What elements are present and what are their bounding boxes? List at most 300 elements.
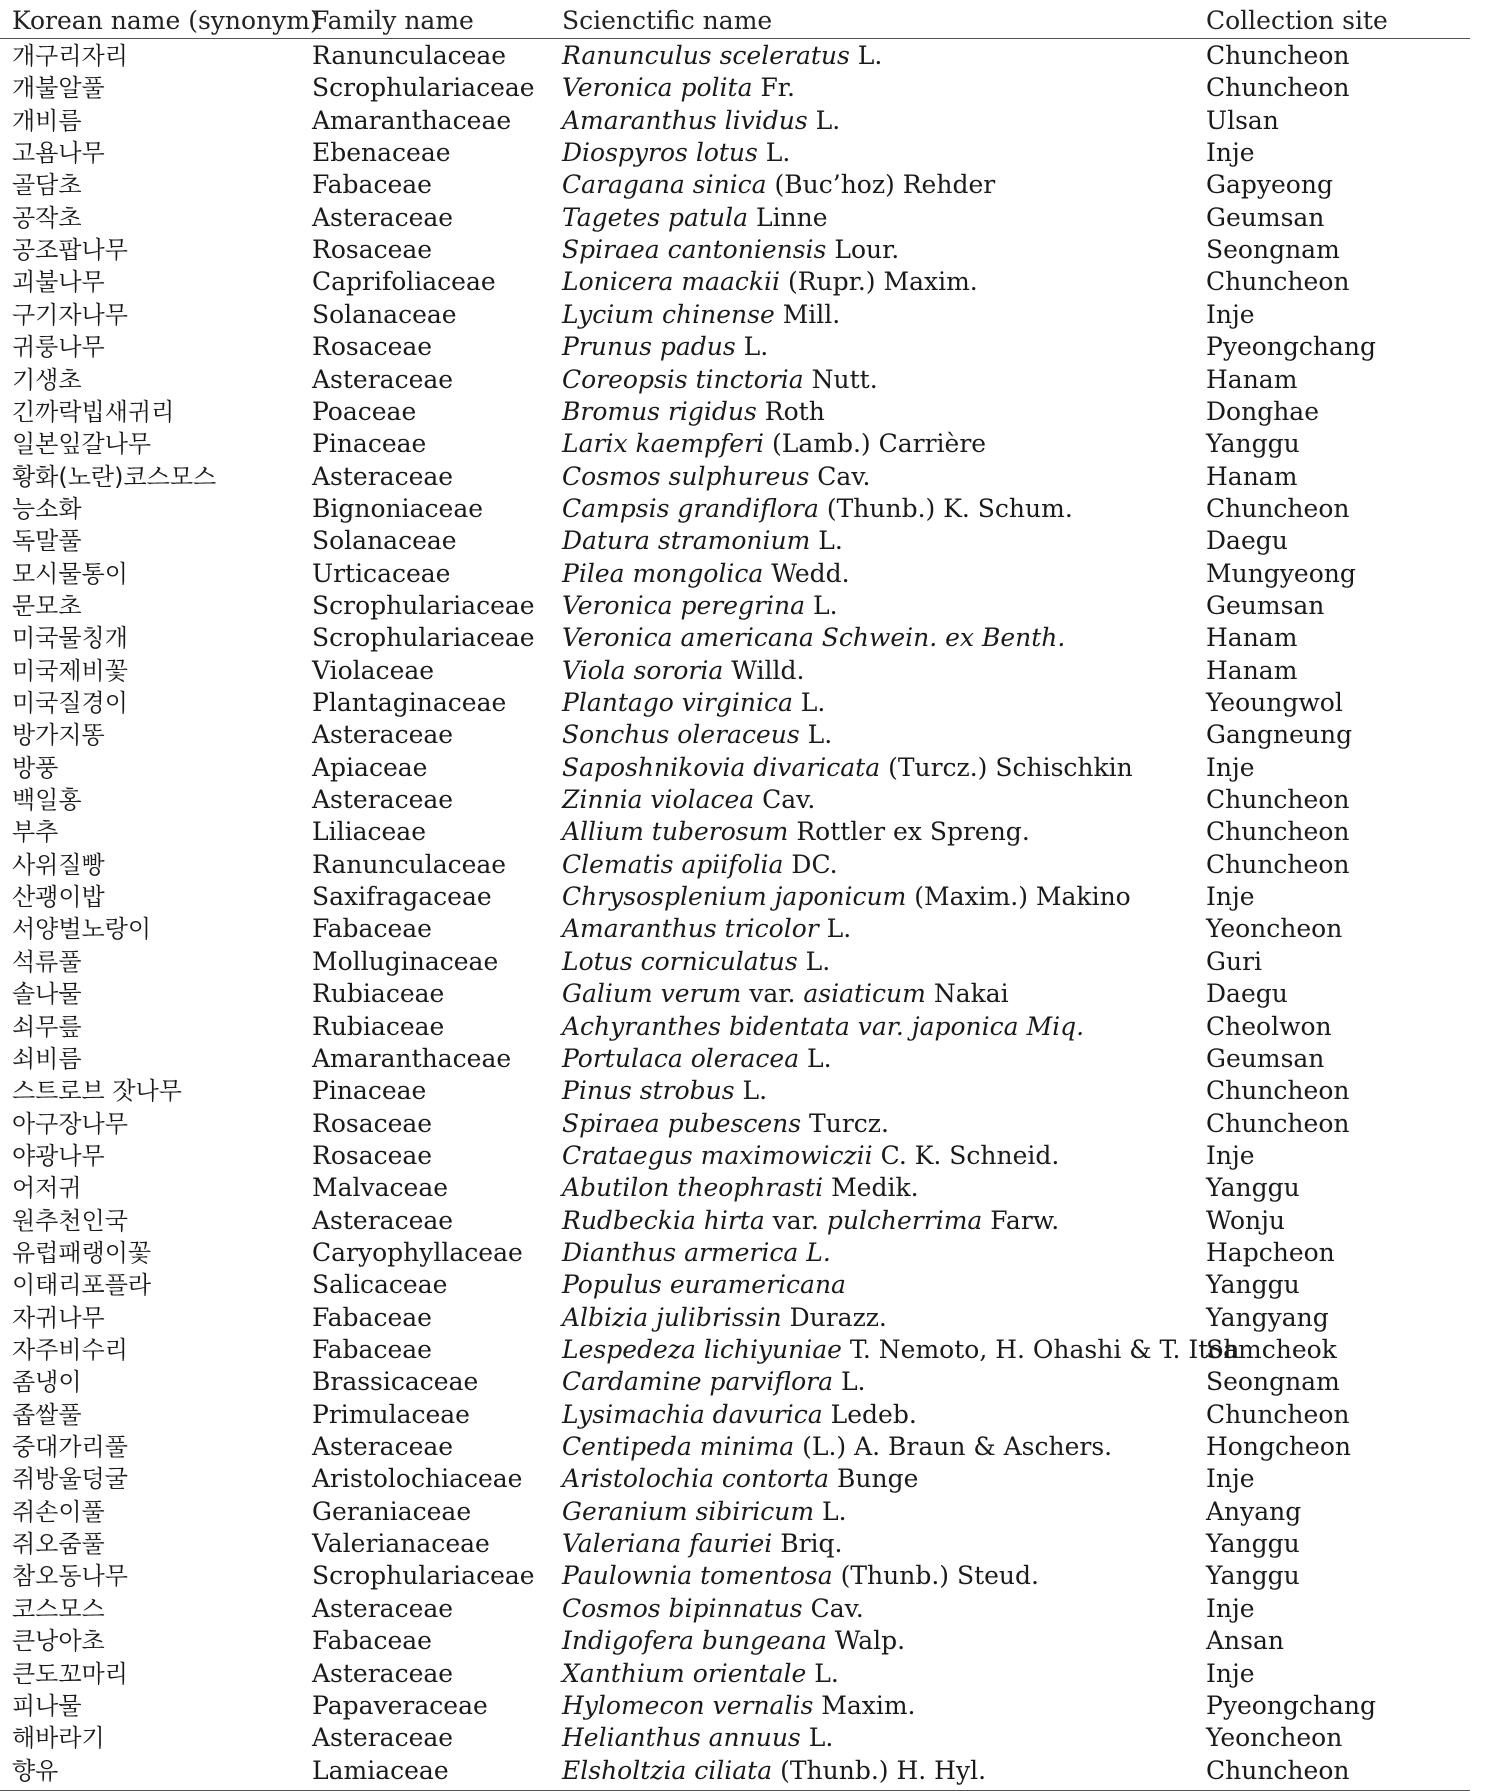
korean-name-cell: 참오동나무 [12, 1562, 128, 1591]
korean-name-cell: 구기자나무 [12, 300, 128, 329]
collection-site-cell: Inje [1206, 1140, 1255, 1170]
scientific-name-author: L. [806, 1658, 839, 1688]
scientific-name-author: Walp. [826, 1626, 906, 1656]
family-name-cell: Liliaceae [312, 817, 426, 847]
scientific-name-author: L. [799, 1043, 832, 1073]
collection-site-cell: Hanam [1206, 461, 1298, 491]
scientific-name-author: Rottler ex Spreng. [788, 817, 1030, 847]
family-name-cell: Rosaceae [312, 1140, 433, 1170]
korean-name-cell: 쇠비름 [12, 1044, 82, 1073]
scientific-name-cell [562, 525, 843, 557]
scientific-name-italic: Veronica peregrina [562, 590, 806, 620]
table-row [0, 1431, 1470, 1463]
family-name-cell: Malvaceae [312, 1173, 449, 1203]
scientific-name-author: (L.) A. Braun & Aschers. [794, 1432, 1113, 1462]
scientific-name-author: Mill. [774, 299, 841, 329]
korean-name-cell: 골담초 [12, 171, 82, 200]
korean-name-cell: 미국물칭개 [12, 624, 128, 653]
table-row [0, 202, 1470, 234]
collection-site-cell: Inje [1206, 1658, 1255, 1688]
korean-name-cell: 피나물 [12, 1691, 82, 1720]
family-name-cell: Solanaceae [312, 526, 457, 556]
family-name-cell: Fabaceae [312, 1626, 432, 1656]
table-row [0, 493, 1470, 525]
korean-name-cell: 아구장나무 [12, 1109, 128, 1138]
scientific-name-author: L. [814, 1496, 847, 1526]
collection-site-cell: Ulsan [1206, 105, 1279, 135]
scientific-name-italic: Tagetes patula [562, 202, 749, 232]
table-row [0, 784, 1470, 816]
collection-site-cell: Chuncheon [1206, 1108, 1350, 1138]
family-name-cell: Asteraceae [312, 1658, 454, 1688]
table-row [0, 396, 1470, 428]
scientific-name-author: L. [799, 720, 833, 750]
family-name-cell: Salicaceae [312, 1270, 448, 1300]
table-row [0, 1205, 1470, 1237]
table-row [0, 946, 1470, 978]
family-name-cell: Valerianaceae [312, 1529, 490, 1559]
collection-site-cell: Hanam [1206, 364, 1298, 394]
table-row [0, 428, 1470, 460]
scientific-name-italic: Ranunculus sceleratus [562, 41, 850, 70]
korean-name-cell: 능소화 [12, 494, 82, 523]
scientific-name-italic: Crataegus maximowiczii [562, 1140, 873, 1170]
collection-site-cell: Yeoncheon [1206, 914, 1343, 944]
collection-site-cell: Samcheok [1206, 1335, 1337, 1364]
collection-site-cell: Gangneung [1206, 720, 1353, 750]
scientific-name-italic: Galium verum [562, 979, 742, 1009]
scientific-name-italic: Albizia julibrissin [562, 1302, 782, 1332]
table-row [0, 590, 1470, 622]
scientific-name-italic: Caragana sinica [562, 170, 767, 200]
collection-site-cell: Pyeongchang [1206, 1690, 1377, 1720]
family-name-cell: Urticaceae [312, 558, 451, 588]
collection-site-cell: Chuncheon [1206, 1399, 1350, 1429]
korean-name-cell: 개불알풀 [12, 74, 105, 103]
collection-site-cell: Hanam [1206, 623, 1298, 653]
scientific-name-author: (Rupr.) Maxim. [780, 267, 978, 297]
family-name-cell: Ebenaceae [312, 138, 451, 168]
scientific-name-author: Cav. [802, 1593, 864, 1623]
korean-name-cell: 귀룽나무 [12, 333, 105, 362]
collection-site-cell: Mungyeong [1206, 558, 1356, 588]
scientific-name-italic: Diospyros lotus [562, 138, 758, 168]
table-row [0, 1560, 1470, 1592]
scientific-name-cell [562, 1172, 919, 1204]
scientific-name-cell [562, 1366, 866, 1398]
scientific-name-italic: Dianthus armerica L. [562, 1237, 831, 1267]
table-row [0, 1172, 1470, 1204]
collection-site-cell: Hongcheon [1206, 1432, 1352, 1462]
collection-site-cell: Hapcheon [1206, 1237, 1335, 1267]
korean-name-cell: 모시물통이 [12, 559, 128, 588]
table-row [0, 1366, 1470, 1398]
korean-name-cell: 쥐손이풀 [12, 1497, 105, 1526]
collection-site-cell: Chuncheon [1206, 785, 1350, 815]
table-row [0, 1755, 1470, 1787]
korean-name-cell: 야광나무 [12, 1141, 105, 1170]
scientific-name-author: (Thunb.) Steud. [832, 1561, 1039, 1591]
table-row [0, 1399, 1470, 1431]
scientific-name-italic: Lotus corniculatus [562, 946, 798, 976]
table-row [0, 1690, 1470, 1722]
collection-site-cell: Pyeongchang [1206, 332, 1377, 362]
family-name-cell: Apiaceae [312, 752, 428, 782]
table-row [0, 169, 1470, 201]
scientific-name-cell [562, 881, 1131, 913]
korean-name-cell: 부추 [12, 818, 59, 847]
scientific-name-cell [562, 169, 995, 201]
korean-name-cell: 괴불나무 [12, 268, 105, 297]
family-name-cell: Fabaceae [312, 1335, 432, 1364]
scientific-name-cell [562, 1269, 846, 1301]
scientific-name-cell [562, 202, 828, 234]
scientific-name-author: Lour. [826, 235, 900, 265]
family-name-cell: Asteraceae [312, 785, 454, 815]
scientific-name-italic: Rudbeckia hirta [562, 1205, 765, 1235]
table-row [0, 137, 1470, 169]
scientific-name-italic: Lycium chinense [562, 299, 775, 329]
family-name-cell: Pinaceae [312, 429, 427, 459]
scientific-name-cell [562, 719, 832, 751]
scientific-name-author: L. [757, 138, 791, 168]
scientific-name-author: Medik. [823, 1173, 919, 1203]
scientific-name-italic: Centipeda minima [562, 1432, 795, 1462]
scientific-name-italic: Xanthium orientale [562, 1658, 807, 1688]
scientific-name-cell [562, 1755, 986, 1787]
korean-name-cell: 석류풀 [12, 947, 82, 976]
scientific-name-italic: Amaranthus tricolor [562, 914, 819, 944]
korean-name-cell: 개비름 [12, 106, 82, 135]
korean-name-cell: 자귀나무 [12, 1303, 105, 1332]
collection-site-cell: Chuncheon [1206, 41, 1350, 70]
scientific-name-author: Ledeb. [822, 1399, 917, 1429]
collection-site-cell: Chuncheon [1206, 267, 1350, 297]
family-name-cell: Amaranthaceae [312, 1043, 512, 1073]
scientific-name-italic: Spiraea pubescens [562, 1108, 802, 1138]
collection-site-cell: Inje [1206, 882, 1255, 912]
family-name-cell: Caprifoliaceae [312, 267, 496, 297]
family-name-cell: Geraniaceae [312, 1496, 472, 1526]
table-row [0, 1463, 1470, 1495]
scientific-name-cell [562, 105, 840, 137]
scientific-name-cell [562, 1431, 1112, 1463]
table-row [0, 622, 1470, 654]
scientific-name-italic: Coreopsis tinctoria [562, 364, 804, 394]
family-name-cell: Fabaceae [312, 1302, 432, 1332]
scientific-name-italic: Lespedeza lichiyuniae [562, 1335, 842, 1364]
table-row [0, 331, 1470, 363]
collection-site-cell: Chuncheon [1206, 817, 1350, 847]
korean-name-cell: 황화(노란)코스모스 [12, 462, 217, 491]
family-name-cell: Aristolochiaceae [312, 1464, 523, 1494]
collection-site-cell: Chuncheon [1206, 493, 1350, 523]
family-name-cell: Ranunculaceae [312, 41, 507, 70]
family-name-cell: Pinaceae [312, 1076, 427, 1106]
scientific-name-italic: Veronica americana Schwein. ex Benth. [562, 623, 1066, 653]
scientific-name-author: Farw. [982, 1205, 1060, 1235]
korean-name-cell: 일본잎갈나무 [12, 430, 152, 459]
scientific-name-cell [562, 1140, 1059, 1172]
scientific-name-italic: Aristolochia contorta [562, 1464, 830, 1494]
scientific-name-author: Roth [756, 396, 825, 426]
scientific-name-cell [562, 331, 768, 363]
scientific-name-author: L. [807, 105, 841, 135]
korean-name-cell: 자주비수리 [12, 1336, 128, 1364]
scientific-name-cell [562, 40, 882, 72]
collection-site-cell: Yanggu [1206, 1561, 1300, 1591]
scientific-name-author: Briq. [772, 1529, 843, 1559]
scientific-name-italic: Abutilon theophrasti [562, 1173, 824, 1203]
korean-name-cell: 산괭이밥 [12, 883, 105, 912]
scientific-name-italic: Pilea mongolica [562, 558, 764, 588]
family-name-cell: Scrophulariaceae [312, 623, 535, 653]
table-row [0, 558, 1470, 590]
scientific-name-cell [562, 687, 825, 719]
family-name-cell: Fabaceae [312, 914, 432, 944]
scientific-name-cell [562, 72, 795, 104]
table-row [0, 1658, 1470, 1690]
scientific-name-italic: Hylomecon vernalis [562, 1690, 814, 1720]
scientific-name-cell [562, 655, 804, 687]
scientific-name-italic: Plantago virginica [562, 688, 793, 717]
header-family-name: Family name [312, 6, 474, 35]
korean-name-cell: 큰낭아초 [12, 1627, 105, 1656]
scientific-name-italic: Clematis apiifolia [562, 849, 784, 879]
scientific-name-italic: Helianthus annuus [562, 1723, 801, 1753]
scientific-name-cell [562, 1722, 833, 1754]
scientific-name-cell [562, 1560, 1039, 1592]
scientific-name-author: Willd. [723, 655, 805, 685]
collection-site-cell: Seongnam [1206, 235, 1340, 265]
scientific-name-italic: Chrysosplenium japonicum [562, 882, 907, 912]
family-name-cell: Rosaceae [312, 1108, 433, 1138]
scientific-name-cell [562, 428, 986, 460]
scientific-name-author: Maxim. [813, 1690, 916, 1720]
scientific-name-author: L. [800, 1723, 834, 1753]
scientific-name-italic: Indigofera bungeana [562, 1626, 827, 1656]
scientific-name-italic: Geranium sibiricum [562, 1496, 815, 1526]
scientific-name-infraspecific: pulcherrima [826, 1205, 983, 1235]
korean-name-cell: 좀냉이 [12, 1368, 82, 1397]
collection-site-cell: Daegu [1206, 979, 1288, 1009]
scientific-name-italic: Spiraea cantoniensis [562, 235, 827, 265]
scientific-name-cell [562, 234, 899, 266]
scientific-name-cell [562, 1075, 767, 1107]
scientific-name-italic: Larix kaempferi [562, 429, 765, 459]
family-name-cell: Asteraceae [312, 364, 454, 394]
scientific-name-italic: Sonchus oleraceus [562, 720, 800, 750]
scientific-name-author: Durazz. [781, 1302, 887, 1332]
scientific-name-infraspecific: asiaticum [803, 979, 926, 1009]
korean-name-cell: 공조팝나무 [12, 236, 128, 265]
korean-name-cell: 고욤나무 [12, 139, 105, 168]
scientific-name-cell [562, 1463, 918, 1495]
table-row [0, 72, 1470, 104]
korean-name-cell: 미국제비꽃 [12, 656, 128, 685]
scientific-name-author: (Thunb.) K. Schum. [818, 493, 1073, 523]
scientific-name-italic: Valeriana fauriei [562, 1529, 773, 1559]
scientific-name-cell [562, 1205, 1059, 1237]
family-name-cell: Fabaceae [312, 170, 432, 200]
family-name-cell: Poaceae [312, 396, 417, 426]
collection-site-cell: Yanggu [1206, 1529, 1300, 1559]
table-row [0, 655, 1470, 687]
family-name-cell: Asteraceae [312, 720, 454, 750]
scientific-name-cell [562, 978, 1009, 1010]
table-row [0, 40, 1470, 72]
scientific-name-author: Turcz. [801, 1108, 889, 1138]
scientific-name-author: Fr. [752, 73, 795, 103]
korean-name-cell: 쇠무릎 [12, 1012, 82, 1041]
scientific-name-cell [562, 493, 1073, 525]
collection-site-cell: Yanggu [1206, 429, 1300, 459]
table-row [0, 816, 1470, 848]
scientific-name-cell [562, 590, 838, 622]
family-name-cell: Scrophulariaceae [312, 1561, 535, 1591]
scientific-name-cell [562, 1108, 889, 1140]
collection-site-cell: Chuncheon [1206, 1755, 1350, 1785]
collection-site-cell: Chuncheon [1206, 73, 1350, 103]
scientific-name-author: Nakai [925, 979, 1009, 1009]
scientific-name-author: Wedd. [763, 558, 850, 588]
family-name-cell: Ranunculaceae [312, 849, 507, 879]
scientific-name-italic: Saposhnikovia divaricata [562, 752, 881, 782]
korean-name-cell: 개구리자리 [12, 42, 128, 70]
family-name-cell: Rubiaceae [312, 979, 445, 1009]
collection-site-cell: Inje [1206, 138, 1255, 168]
korean-name-cell: 백일홍 [12, 786, 82, 815]
collection-site-cell: Gapyeong [1206, 170, 1333, 200]
table-row [0, 1269, 1470, 1301]
collection-site-cell: Geumsan [1206, 590, 1325, 620]
collection-site-cell: Inje [1206, 752, 1255, 782]
table-row [0, 1108, 1470, 1140]
scientific-name-author: L. [805, 590, 838, 620]
scientific-name-italic: Campsis grandiflora [562, 493, 819, 523]
table-row [0, 719, 1470, 751]
table-row [0, 978, 1470, 1010]
table-row [0, 1625, 1470, 1657]
scientific-name-italic: Lysimachia davurica [562, 1399, 823, 1429]
table-row [0, 234, 1470, 266]
scientific-name-italic: Viola sororia [562, 655, 724, 685]
scientific-name-italic: Achyranthes bidentata var. japonica Miq. [562, 1011, 1085, 1041]
family-name-cell: Rosaceae [312, 332, 433, 362]
collection-site-cell: Geumsan [1206, 202, 1325, 232]
scientific-name-cell [562, 396, 825, 428]
table-row [0, 881, 1470, 913]
table-row [0, 752, 1470, 784]
scientific-name-italic: Cosmos sulphureus [562, 461, 810, 491]
scientific-name-italic: Lonicera maackii [562, 267, 781, 297]
scientific-name-italic: Veronica polita [562, 73, 753, 103]
korean-name-cell: 좁쌀풀 [12, 1400, 82, 1429]
collection-site-cell: Yanggu [1206, 1270, 1300, 1300]
scientific-name-italic: Cardamine parviflora [562, 1367, 833, 1397]
scientific-name-author: var. [764, 1205, 827, 1235]
scientific-name-author: T. Nemoto, H. Ohashi & T. Itoh [841, 1335, 1240, 1364]
korean-name-cell: 중대가리풀 [12, 1433, 128, 1462]
scientific-name-author: L. [833, 1367, 866, 1397]
family-name-cell: Amaranthaceae [312, 105, 512, 135]
scientific-name-cell [562, 558, 850, 590]
family-name-cell: Bignoniaceae [312, 493, 484, 523]
korean-name-cell: 사위질빵 [12, 850, 105, 879]
table-row [0, 1011, 1470, 1043]
family-name-cell: Caryophyllaceae [312, 1237, 523, 1267]
scientific-name-author: var. [741, 979, 804, 1009]
collection-site-cell: Geumsan [1206, 1043, 1325, 1073]
korean-name-cell: 원추천인국 [12, 1206, 128, 1235]
family-name-cell: Scrophulariaceae [312, 73, 535, 103]
scientific-name-cell [562, 1528, 842, 1560]
family-name-cell: Rosaceae [312, 235, 433, 265]
scientific-name-author: (Turcz.) Schischkin [880, 752, 1133, 782]
collection-site-cell: Donghae [1206, 396, 1320, 426]
korean-name-cell: 긴까락빕새귀리 [12, 397, 175, 426]
scientific-name-italic: Pinus strobus [562, 1076, 735, 1106]
collection-site-cell: Cheolwon [1206, 1011, 1332, 1041]
table-header-row [0, 4, 1470, 39]
collection-site-cell: Seongnam [1206, 1367, 1340, 1397]
scientific-name-author: L. [735, 332, 769, 362]
table-row [0, 1302, 1470, 1334]
table-row [0, 1140, 1470, 1172]
table-row [0, 1334, 1470, 1366]
scientific-name-author: L. [810, 526, 843, 556]
korean-name-cell: 이태리포플라 [12, 1271, 152, 1300]
scientific-name-cell [562, 622, 1065, 654]
scientific-name-cell [562, 266, 978, 298]
korean-name-cell: 해바라기 [12, 1724, 105, 1753]
scientific-name-cell [562, 364, 878, 396]
scientific-name-author: L. [734, 1076, 768, 1106]
family-name-cell: Asteraceae [312, 1205, 454, 1235]
korean-name-cell: 큰도꼬마리 [12, 1659, 128, 1688]
korean-name-cell: 어저귀 [12, 1174, 82, 1203]
scientific-name-cell [562, 1496, 847, 1528]
scientific-name-cell [562, 1625, 905, 1657]
scientific-name-cell [562, 1334, 1239, 1366]
scientific-name-author: (Maxim.) Makino [906, 882, 1131, 912]
table-row [0, 105, 1470, 137]
table-row [0, 849, 1470, 881]
korean-name-cell: 서양벌노랑이 [12, 915, 152, 944]
collection-site-cell: Anyang [1206, 1496, 1302, 1526]
collection-site-cell: Inje [1206, 1464, 1255, 1494]
korean-name-cell: 방풍 [12, 753, 59, 782]
collection-site-cell: Ansan [1206, 1626, 1284, 1656]
header-korean-name: Korean name (synonym) [12, 6, 320, 35]
scientific-name-author: (Lamb.) Carrière [764, 429, 987, 459]
collection-site-cell: Yangyang [1206, 1302, 1329, 1332]
korean-name-cell: 미국질경이 [12, 689, 128, 717]
scientific-name-author: (Thunb.) H. Hyl. [772, 1755, 987, 1785]
korean-name-cell: 독말풀 [12, 527, 82, 556]
korean-name-cell: 솔나물 [12, 980, 82, 1009]
scientific-name-cell [562, 299, 840, 331]
table-row [0, 1593, 1470, 1625]
korean-name-cell: 코스모스 [12, 1594, 105, 1623]
collection-site-cell: Chuncheon [1206, 849, 1350, 879]
scientific-name-author: L. [792, 688, 826, 717]
family-name-cell: Brassicaceae [312, 1367, 479, 1397]
korean-name-cell: 방가지똥 [12, 721, 105, 750]
scientific-name-author: Cav. [754, 785, 816, 815]
scientific-name-cell [562, 816, 1030, 848]
korean-name-cell: 쥐오줌풀 [12, 1530, 105, 1559]
